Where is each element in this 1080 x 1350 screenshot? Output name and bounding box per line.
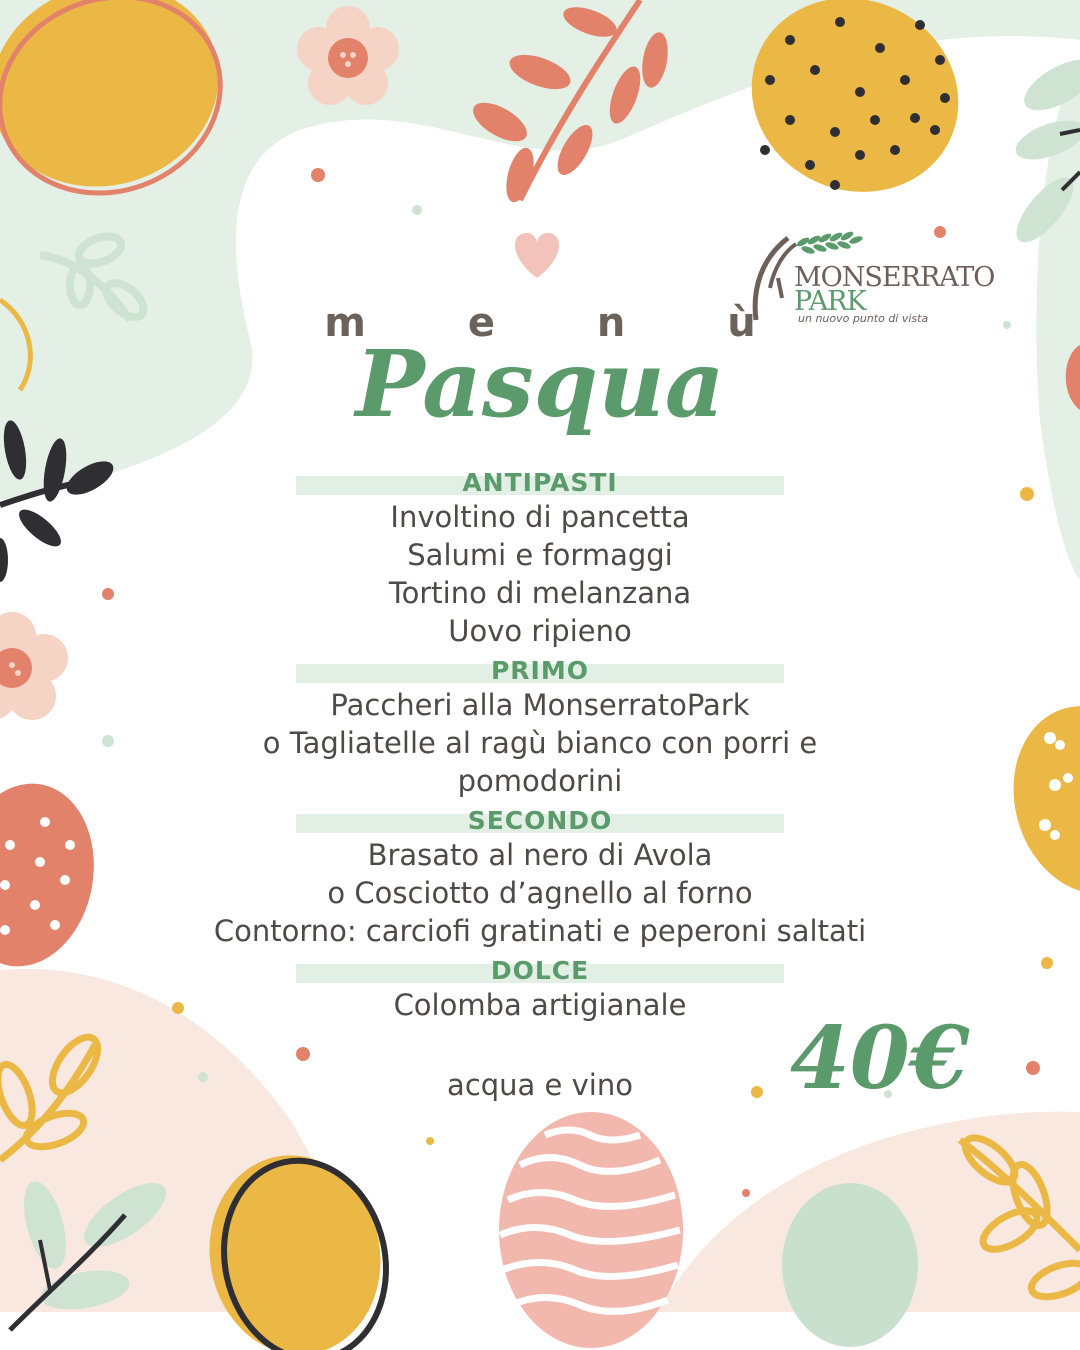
menu-content xyxy=(0,462,1080,1024)
menu-item: Paccheri alla MonserratoPark xyxy=(330,688,750,722)
menu-item: Colomba artigianale xyxy=(393,988,687,1022)
section-header-primo xyxy=(296,654,784,686)
logo-line1: MONSERRATO xyxy=(794,262,995,293)
menu-item: o Tagliatelle al ragù bianco con porri e xyxy=(262,726,818,760)
section-title: SECONDO xyxy=(467,806,613,835)
section-title: DOLCE xyxy=(490,956,590,985)
price: 40€ xyxy=(790,1008,970,1109)
logo-tagline: un nuovo punto di vista xyxy=(798,312,929,325)
page-title: Pasqua xyxy=(355,330,725,438)
logo-line2: PARK xyxy=(794,286,866,317)
section-header-antipasti xyxy=(296,466,784,498)
menu-item: Salumi e formaggi xyxy=(407,538,673,572)
menu-item: Brasato al nero di Avola xyxy=(367,838,713,872)
menu-item: o Cosciotto d’agnello al forno xyxy=(327,876,753,910)
section-header-secondo xyxy=(296,804,784,836)
heart-icon xyxy=(515,233,559,278)
drinks-line: acqua e vino xyxy=(447,1068,633,1102)
menu-item: Involtino di pancetta xyxy=(390,500,690,534)
menu-item: Contorno: carciofi gratinati e peperoni saltati xyxy=(213,914,867,948)
section-title: ANTIPASTI xyxy=(462,468,618,497)
pink-striped-egg xyxy=(499,1112,683,1348)
section-title: PRIMO xyxy=(490,656,589,685)
menu-item: Tortino di melanzana xyxy=(388,576,692,610)
menu-label: m e n ù xyxy=(324,300,800,346)
section-header-dolce xyxy=(296,954,784,986)
mint-egg-bottom-right xyxy=(782,1183,918,1347)
menu-item: Uovo ripieno xyxy=(448,614,632,648)
menu-item: pomodorini xyxy=(457,764,623,798)
